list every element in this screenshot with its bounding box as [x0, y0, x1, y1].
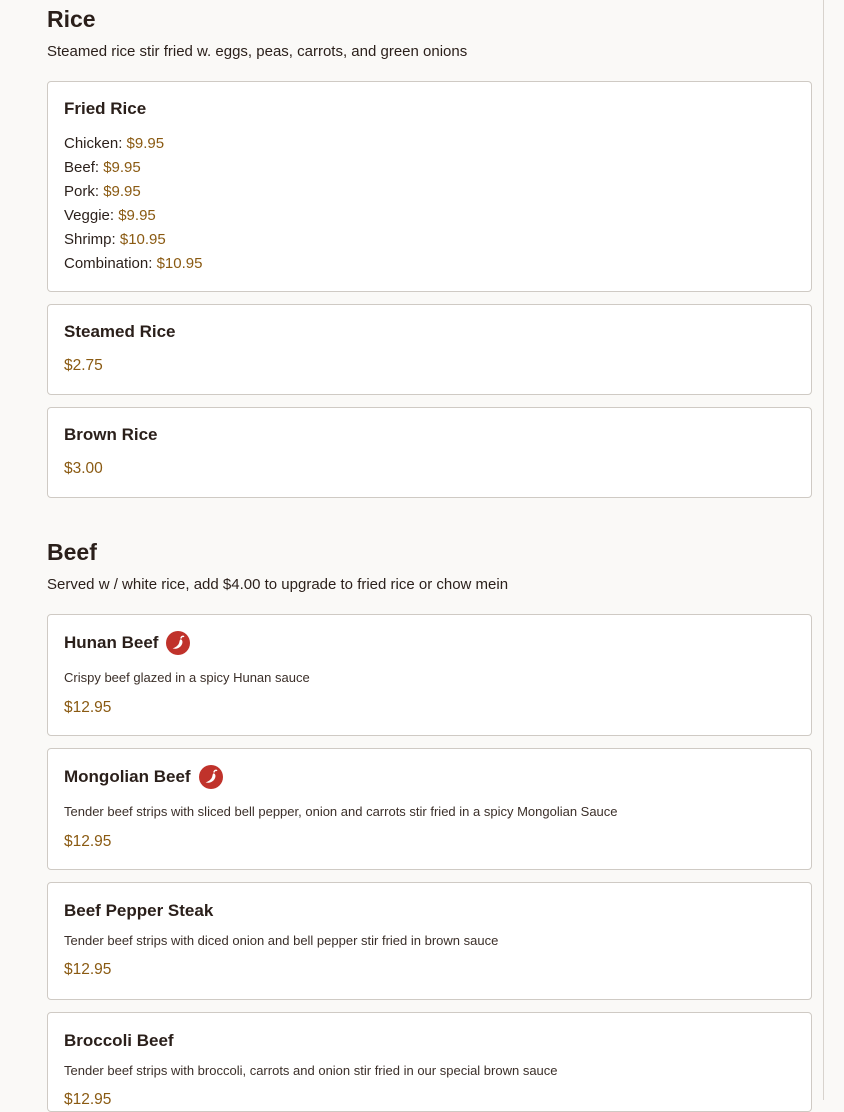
variant-row — [64, 228, 795, 252]
variant-row — [64, 252, 795, 276]
item-price: $12.95 — [64, 961, 112, 978]
item-price: $12.95 — [64, 833, 112, 850]
item-description: Tender beef strips with broccoli, carrots and onion stir fried in our special brown sauce — [64, 1063, 558, 1078]
menu-item-brown-rice[interactable] — [47, 407, 812, 498]
item-description: Tender beef strips with diced onion and bell pepper stir fried in brown sauce — [64, 933, 499, 948]
section-rice — [47, 4, 812, 62]
item-price: $12.95 — [64, 699, 112, 716]
chili-pepper-icon — [199, 765, 223, 789]
item-title — [64, 631, 795, 655]
item-name: Hunan Beef — [64, 633, 159, 652]
item-title: Fried Rice — [64, 99, 147, 118]
section-title: Rice — [47, 6, 96, 32]
variant-label: Combination: — [64, 255, 157, 272]
variant-price: $9.95 — [103, 183, 141, 200]
menu-item-broccoli-beef[interactable] — [47, 1012, 812, 1112]
variant-price: $10.95 — [119, 231, 166, 248]
item-title: Steamed Rice — [64, 322, 176, 341]
item-description: Tender beef strips with sliced bell pepper, onion and carrots stir fried in a spicy Mongolian Sauce — [64, 804, 618, 819]
variant-label: Beef: — [64, 159, 104, 176]
item-title: Beef Pepper Steak — [64, 901, 214, 920]
section-description: Served w / white rice, add $4.00 to upgrade to fried rice or chow mein — [47, 576, 509, 593]
item-description: Crispy beef glazed in a spicy Hunan sauce — [64, 670, 310, 685]
menu-item-beef-pepper-steak[interactable] — [47, 882, 812, 1000]
chili-pepper-icon — [166, 631, 190, 655]
item-title — [64, 765, 795, 789]
menu-item-steamed-rice[interactable] — [47, 304, 812, 395]
variant-label: Pork: — [64, 183, 104, 200]
section-beef — [47, 537, 812, 595]
variant-list — [64, 132, 795, 276]
menu-item-mongolian-beef[interactable] — [47, 748, 812, 870]
variant-label: Shrimp: — [64, 231, 120, 248]
item-price: $12.95 — [64, 1091, 112, 1108]
variant-price: $9.95 — [118, 207, 156, 224]
variant-row — [64, 132, 795, 156]
section-description: Steamed rice stir fried w. eggs, peas, carrots, and green onions — [47, 43, 468, 60]
scroll-divider — [823, 0, 824, 1100]
variant-label: Chicken: — [64, 135, 127, 152]
variant-row — [64, 204, 795, 228]
item-price: $3.00 — [64, 460, 103, 477]
item-title: Brown Rice — [64, 425, 158, 444]
item-price: $2.75 — [64, 357, 103, 374]
variant-price: $9.95 — [103, 159, 141, 176]
variant-row — [64, 156, 795, 180]
variant-label: Veggie: — [64, 207, 119, 224]
menu-item-hunan-beef[interactable] — [47, 614, 812, 736]
item-title: Broccoli Beef — [64, 1031, 174, 1050]
item-name: Mongolian Beef — [64, 767, 191, 786]
menu-item-fried-rice[interactable] — [47, 81, 812, 292]
variant-row — [64, 180, 795, 204]
variant-price: $9.95 — [126, 135, 165, 152]
variant-price: $10.95 — [156, 255, 203, 272]
section-title: Beef — [47, 539, 97, 565]
